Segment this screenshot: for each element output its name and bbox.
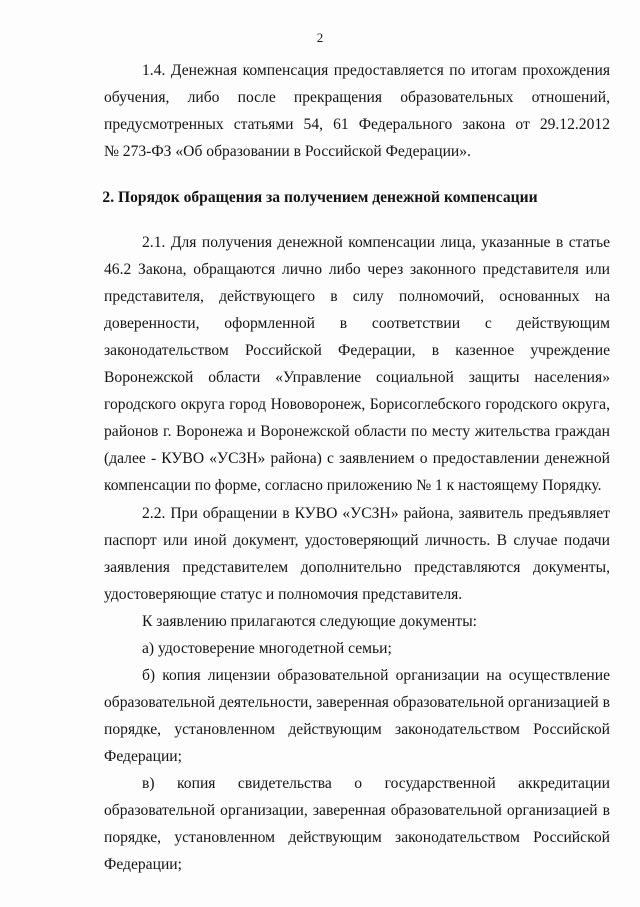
paragraph-line: удостоверяющие статус и полномочия представителя. [104, 586, 463, 603]
paragraph-line: 2.1. Для получения денежной компенсации лица, указанные в статье [142, 234, 610, 251]
paragraph-line: представителя, действующего в силу полномочий, основанных на [104, 288, 610, 305]
paragraph-line: 2.2. При обращении в КУВО «УСЗН» района, заявитель предъявляет [142, 505, 610, 522]
paragraph-line: Федерации; [104, 748, 182, 765]
paragraph-line: порядке, установленном действующим законодательством Российской [104, 829, 610, 846]
paragraph-line: образовательной организации, заверенная образовательной организацией в [104, 802, 610, 819]
paragraph-line: К заявлению прилагаются следующие документы: [142, 613, 478, 630]
list-item-v: в) копия свидетельства о государственной аккредитации [142, 775, 610, 792]
paragraph-line: Федерации; [104, 856, 182, 873]
paragraph-line: районов г. Воронежа и Воронежской области по месту жительства граждан [104, 423, 610, 440]
paragraph-line: городского округа город Нововоронеж, Борисоглебского городского округа, [104, 396, 610, 413]
list-item-a: а) удостоверение многодетной семьи; [142, 640, 392, 657]
paragraph-line: 46.2 Закона, обращаются лично либо через законного представителя или [104, 261, 610, 278]
paragraph-line: доверенности, оформленной в соответствии с действующим [104, 315, 610, 332]
paragraph-line: паспорт или иной документ, удостоверяющий личность. В случае подачи [104, 532, 610, 549]
paragraph-line: 1.4. Денежная компенсация предоставляется по итогам прохождения [142, 62, 610, 79]
paragraph-line: заявления представителем дополнительно представляются документы, [104, 559, 610, 576]
paragraph-line: Воронежской области «Управление социальной защиты населения» [104, 369, 610, 386]
paragraph-line: № 273-ФЗ «Об образовании в Российской Федерации». [104, 143, 471, 160]
list-item-b: б) копия лицензии образовательной организации на осуществление [142, 667, 610, 684]
paragraph-line: предусмотренных статьями 54, 61 Федерального закона от 29.12.2012 [104, 116, 610, 133]
paragraph-line: образовательной деятельности, заверенная образовательной организацией в [104, 694, 610, 711]
paragraph-line: компенсации по форме, согласно приложению № 1 к настоящему Порядку. [104, 477, 602, 494]
page-number: 2 [316, 30, 324, 45]
paragraph-line: обучения, либо после прекращения образовательных отношений, [104, 89, 610, 106]
paragraph-line: законодательством Российской Федерации, в казенное учреждение [104, 342, 610, 359]
paragraph-line: порядке, установленном действующим законодательством Российской [104, 721, 610, 738]
section-heading: 2. Порядок обращения за получением денежной компенсации [102, 189, 538, 206]
paragraph-line: (далее - КУВО «УСЗН» района) с заявлением о предоставлении денежной [104, 450, 610, 467]
